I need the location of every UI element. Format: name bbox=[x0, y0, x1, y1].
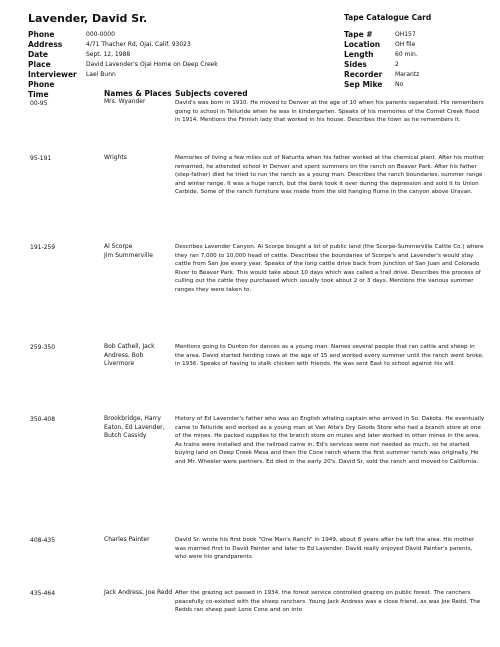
entry-subjects: David Sr. wrote his first book "One Man's Ranch" in 1949, about 8 years after he left the area. His mother was married first to David Painter and later to Ed Lavender. David really enjoyed David Painter's parents, who were his grandparents. bbox=[175, 537, 475, 561]
location-label: Location bbox=[344, 40, 381, 49]
address-label: Address bbox=[28, 40, 63, 49]
card-title: Tape Catalogue Card bbox=[344, 13, 432, 22]
location-value: OH file bbox=[395, 41, 416, 48]
sep-mike-label: Sep Mike bbox=[344, 80, 383, 89]
time-column-header: Time bbox=[28, 90, 49, 99]
place-value: David Lavender's Ojai Home on Deep Creek bbox=[86, 61, 218, 68]
recorder-value: Marantz bbox=[395, 71, 420, 78]
entry-names: Wrights bbox=[104, 154, 127, 161]
address-value: 4/71 Thacher Rd, Ojai, Calif. 93023 bbox=[86, 41, 191, 48]
subjects-column-header: Subjects covered bbox=[175, 89, 248, 98]
entry-names: Bob Cathell, Jack Andress, Bob Livermore bbox=[104, 343, 155, 367]
names-column-header: Names & Places bbox=[104, 89, 172, 98]
phone-value: 000-0000 bbox=[86, 31, 115, 38]
entry-subjects: Memories of living a few miles out of Naturita when his father worked at the chemical plant. After his mother remarried, he attended school in Denver and spent summers on the ranch on Beaver Park. After his father (step-father) died he tried to run the ranch as a young man. Describes the ranch boundaries, summer range and winter range. It was a huge ranch, but the bank took it over during the depression and sold it to Union Carbide. Some of the ranch furniture was made from the old hanging flume in the canyon above Uravan. bbox=[175, 155, 485, 196]
entry-subjects: After the grazing act passed in 1934, the forest service controlled grazing on public forest. The ranchers peacefully co-existed with the sheep ranchers. Young Jack Andress was a close friend, as was Joe Redd. The Redds ran sheep past Lone Cone and on into bbox=[175, 590, 481, 614]
entry-time: 435-464 bbox=[30, 590, 56, 597]
interviewer-label: Interviewer bbox=[28, 70, 77, 79]
entry-subjects: Describes Lavender Canyon. Al Scorpe bought a lot of public land (the Scorpe-Summerville Cattle Co.) where they ran 7,000 to 10,000 head of cattle. Describes the boundaries of Scorpe's and Lavender's would stay cattle from San Joe every year. Speaks of the long cattle drive back from Junction of San Juan and Colorado River to Beaver Park. This would take about 10 days which was called a trail drive. Describes the process of culling out the cattle they purchased which usually took about 2 or 3 days. Mentions the various summer ranges they were taken to. bbox=[175, 244, 484, 293]
interviewer-value: Lael Bunn bbox=[86, 71, 116, 78]
entry-time: 191-259 bbox=[30, 244, 56, 251]
length-label: Length bbox=[344, 50, 374, 59]
entry-names: Mrs. Wyander bbox=[104, 98, 146, 105]
entry-subjects: Mentions going to Dunton for dances as a young man. Names several people that ran cattle and sheep in the area. David started herding cows at the age of 15 and worked every summer until the ranch went broke, in 1936. Speaks of having to stalk chicken with friends. He was sent East to school against his will. bbox=[175, 344, 484, 368]
phone-label: Phone bbox=[28, 30, 55, 39]
entry-time: 00-95 bbox=[30, 100, 48, 107]
tape-number-value: OH157 bbox=[395, 31, 416, 38]
entry-time: 408-435 bbox=[30, 537, 56, 544]
date-label: Date bbox=[28, 50, 48, 59]
length-value: 60 min. bbox=[395, 51, 418, 58]
sides-label: Sides bbox=[344, 60, 367, 69]
interviewee-name: Lavender, David Sr. bbox=[28, 12, 148, 25]
entry-subjects: History of Ed Lavender's father who was an English whaling captain who arrived in So. Dakota. He eventually came to Telluride and worked as a young man at Van Atta's Dry Goods Store who had a branch store at one of the mines. He packed supplies to the branch store on mules and later worked in other mines in the area. As trains were installed and the railroad came in, Ed's services were not needed as much, so he started buying land on Deep Creek Mesa and then the Cone ranch where the first summer ranch was originally. He and Mr. Wheeler were partners. Ed died in the early 20's. David Sr. sold the ranch and moved to California. bbox=[175, 416, 485, 465]
entry-names: Brookbridge, Harry Eaton, Ed Lavender, Butch Cassidy bbox=[104, 415, 165, 439]
recorder-label: Recorder bbox=[344, 70, 383, 79]
sep-mike-value: No bbox=[395, 81, 404, 88]
entry-names: Al Scorpe Jim Summerville bbox=[104, 243, 153, 259]
tape-number-label: Tape # bbox=[344, 30, 373, 39]
sides-value: 2 bbox=[395, 61, 399, 68]
place-label: Place bbox=[28, 60, 51, 69]
entry-time: 350-408 bbox=[30, 416, 56, 423]
entry-names: Charles Painter bbox=[104, 536, 150, 543]
interviewer-phone-label: Phone bbox=[28, 80, 55, 89]
date-value: Sept. 12, 1988 bbox=[86, 51, 131, 58]
entry-subjects: David's was born in 1910. He moved to Denver at the age of 10 when his parents seperated. His remembers going to school in Telluride when he was in kindergarten. Speaks of his memories of the Cornet Creek flood in 1914. Mentions the Finnish lady that worked in his house. Describes the town as he remembers it. bbox=[175, 100, 484, 124]
entry-names: Jack Andress, Joe Redd bbox=[104, 589, 173, 596]
entry-time: 259-350 bbox=[30, 344, 56, 351]
entry-time: 95-191 bbox=[30, 155, 52, 162]
